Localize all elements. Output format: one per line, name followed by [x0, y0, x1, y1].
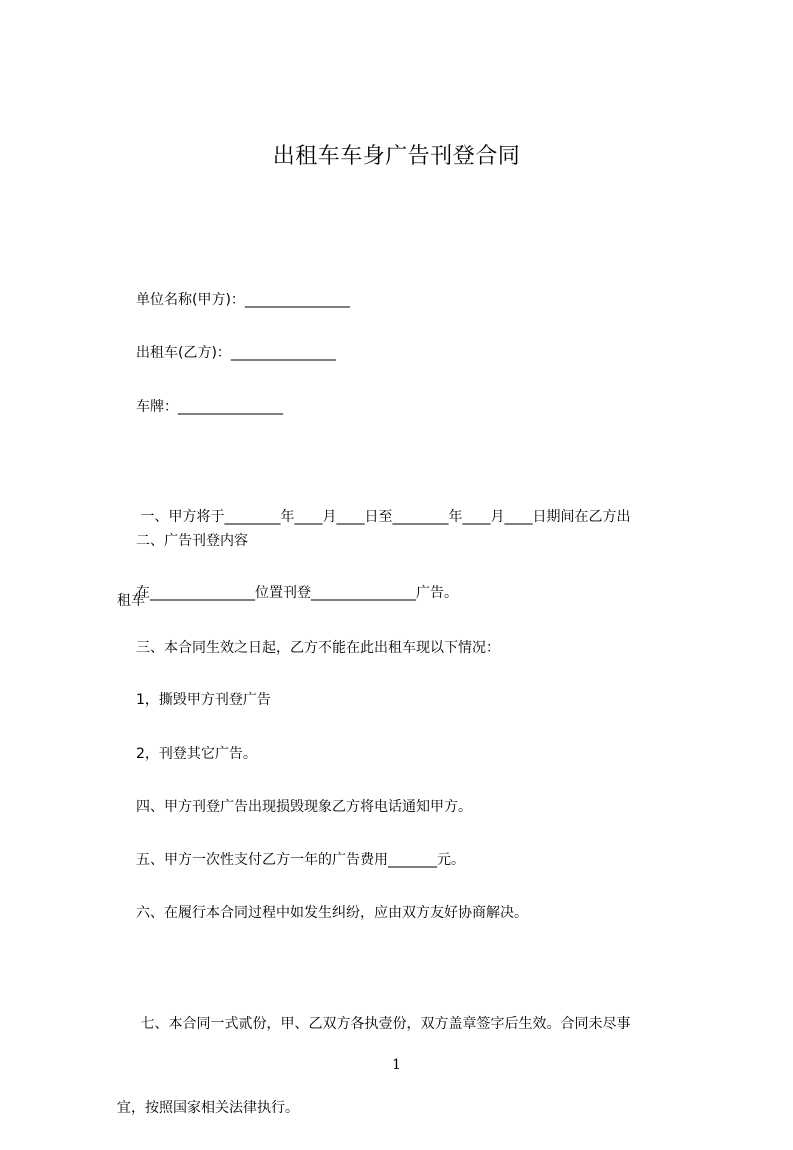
clause-7-line-2: 宜，按照国家相关法律执行。	[117, 1100, 299, 1116]
document-title: 出租车车身广告刊登合同	[272, 144, 521, 169]
page-number: 1	[392, 1057, 401, 1073]
clause-3-item-2: 2，刊登其它广告。	[136, 746, 257, 762]
clause-4: 四、甲方刊登广告出现损毁现象乙方将电话通知甲方。	[136, 799, 472, 815]
clause-2-heading: 二、广告刊登内容	[136, 533, 248, 549]
clause-7-line-1: 七、本合同一式贰份，甲、乙双方各执壹份，双方盖章签字后生效。合同未尽事	[136, 1016, 631, 1032]
party-a-field: 单位名称(甲方)：_______________	[136, 292, 350, 308]
clause-1-line-2: 租车	[117, 593, 145, 609]
clause-2-body: 在_______________位置刊登_______________广告。	[136, 585, 458, 601]
plate-field: 车牌：_______________	[136, 399, 283, 415]
clause-3-item-1: 1，撕毁甲方刊登广告	[136, 692, 271, 708]
clause-1-line-1: 一、甲方将于________年____月____日至________年____月____日期间在乙方出	[136, 509, 631, 525]
party-b-field: 出租车(乙方)：_______________	[136, 345, 336, 361]
clause-5: 五、甲方一次性支付乙方一年的广告费用_______元。	[136, 852, 465, 868]
clause-7	[117, 954, 706, 1150]
clause-6: 六、在履行本合同过程中如发生纠纷，应由双方友好协商解决。	[136, 905, 528, 921]
clause-3-heading: 三、本合同生效之日起，乙方不能在此出租车现以下情况：	[136, 640, 500, 656]
